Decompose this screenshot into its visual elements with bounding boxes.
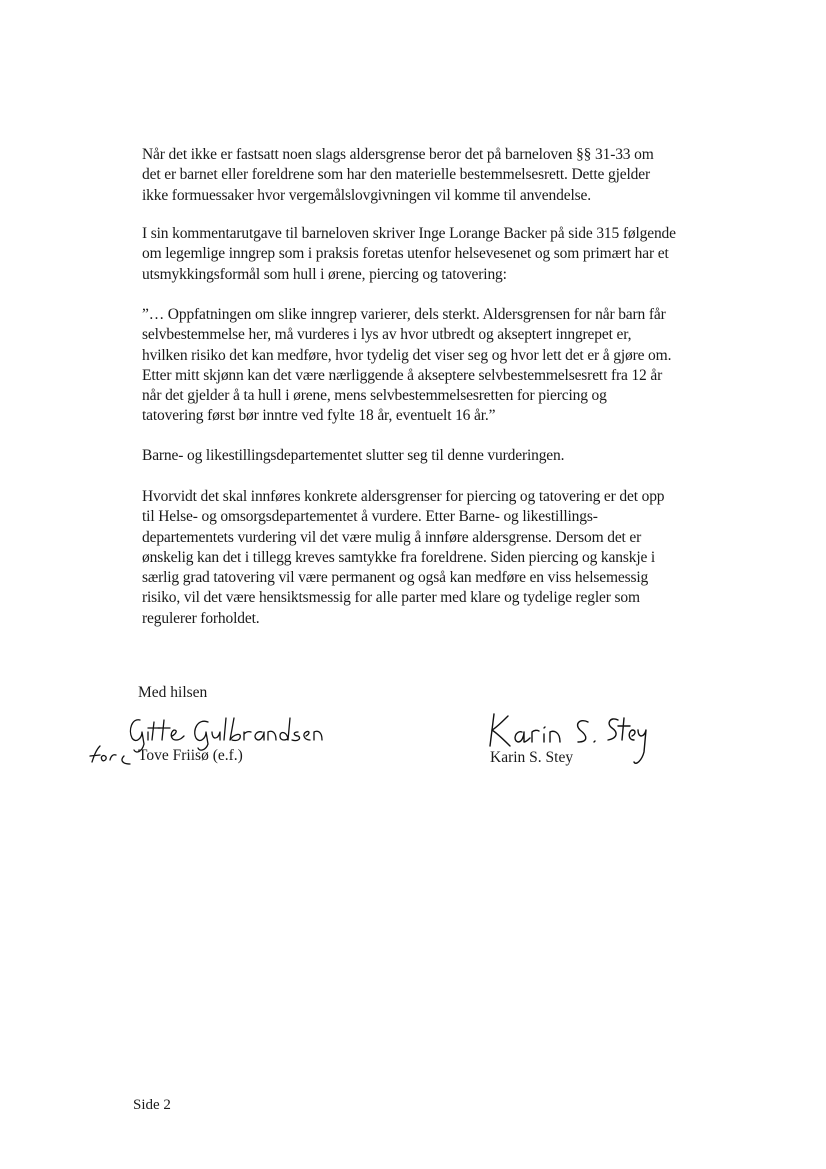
text-line: det er barnet eller foreldrene som har den materielle bestemmelsesrett. Dette gjelder	[142, 166, 650, 184]
text-line: tatovering først bør inntre ved fylte 18 år, eventuelt 16 år.”	[142, 407, 496, 425]
handwritten-signature-gitte	[84, 710, 324, 780]
page-number: Side 2	[133, 1097, 171, 1113]
body-paragraph-5	[142, 487, 742, 629]
text-line: hvilken risiko det kan medføre, hvor tydelig det viser seg og hvor lett det er å gjøre om.	[142, 346, 672, 364]
text-line: ”… Oppfatningen om slike inngrep varierer, dels sterkt. Aldersgrensen for når barn får	[142, 306, 666, 323]
text-line: Hvorvidt det skal innføres konkrete aldersgrenser for piercing og tatovering er det opp	[142, 488, 665, 505]
text-line: Når det ikke er fastsatt noen slags aldersgrense beror det på barneloven §§ 31-33 om	[142, 146, 654, 163]
body-paragraph-4	[142, 446, 742, 466]
text-line: Etter mitt skjønn kan det være nærliggende å akseptere selvbestemmelsesrett fra 12 år	[142, 366, 663, 384]
text-line: selvbestemmelse her, må vurderes i lys av hvor utbredt og akseptert inngrepet er,	[142, 326, 632, 344]
closing-greeting: Med hilsen	[138, 684, 208, 701]
signer-name-tove: Tove Friisø (e.f.)	[138, 747, 243, 764]
text-line: Barne- og likestillingsdepartementet slutter seg til denne vurderingen.	[142, 447, 565, 464]
text-line: særlig grad tatovering vil være permanent og også kan medføre en viss helsemessig	[142, 569, 649, 587]
text-line: ikke formuessaker hvor vergemålslovgivningen vil komme til anvendelse.	[142, 186, 591, 204]
text-line: til Helse- og omsorgsdepartementet å vurdere. Etter Barne- og likestillings-	[142, 508, 598, 526]
quotation-paragraph	[142, 305, 742, 427]
text-line: departementets vurdering vil det være mulig å innføre aldersgrense. Dersom det er	[142, 528, 642, 546]
text-line: når det gjelder å ta hull i ørene, mens selvbestemmelsesretten for piercing og	[142, 387, 607, 405]
text-line: ønskelig kan det i tillegg kreves samtykke fra foreldrene. Siden piercing og kanskje i	[142, 548, 656, 566]
body-paragraph-1	[142, 145, 742, 206]
text-line: I sin kommentarutgave til barneloven skriver Inge Lorange Backer på side 315 følgende	[142, 225, 676, 242]
text-line: regulerer forholdet.	[142, 609, 260, 627]
signer-name-karin: Karin S. Stey	[490, 749, 574, 766]
body-paragraph-2	[142, 224, 742, 285]
text-line: risiko, vil det være hensiktsmessig for alle parter med klare og tydelige regler som	[142, 589, 640, 607]
text-line: utsmykkingsformål som hull i ørene, piercing og tatovering:	[142, 265, 507, 283]
text-line: om legemlige inngrep som i praksis foretas utenfor helsevesenet og som primært har et	[142, 245, 669, 263]
